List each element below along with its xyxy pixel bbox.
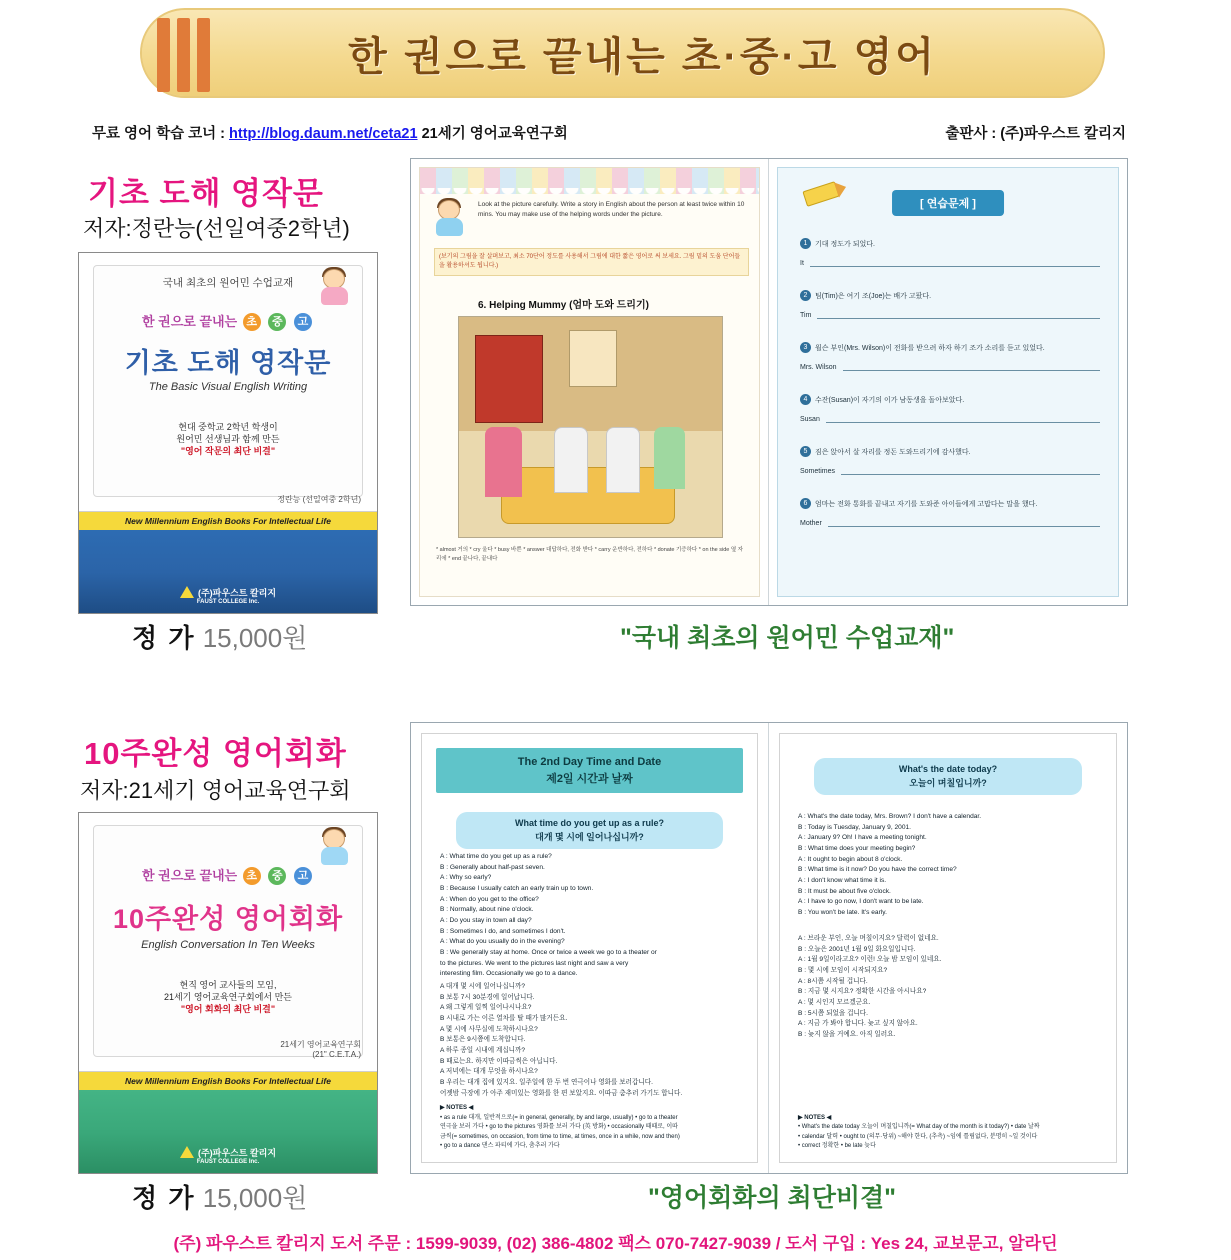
book1-cover-band xyxy=(79,512,377,613)
conversation-notes-left xyxy=(440,1104,743,1152)
lesson-subtitle-ko: 대개 몇 시에 일어나십니까? xyxy=(535,831,644,842)
book1-caption: "국내 최초의 원어민 수업교재" xyxy=(620,624,955,652)
notes-line: 연극을 보러 가다 • go to the pictures 영화를 보러 가다 (英 방화) • occasionally 때때로, 이따 xyxy=(440,1124,678,1131)
dialog-line: 어젯밤 극장에 가 아주 재미있는 영화를 한 편 보았지요. 이따금 춤추러 가기도 합니다. xyxy=(440,1089,683,1097)
book1-heading: 기초 도해 영작문 xyxy=(88,176,324,211)
dialog-line: interesting film. Occasionally we go to a dance. xyxy=(440,970,578,978)
book2-cover-subtitle: English Conversation In Ten Weeks xyxy=(141,939,315,951)
exercise-question-3: 윌슨 부인(Mrs. Wilson)이 전화를 받으려 하자 하기 조가 소리를 듣고 있었다. xyxy=(815,345,1045,352)
info-line xyxy=(0,122,1231,144)
book2-cover-author xyxy=(280,1039,361,1059)
answer-line-6[interactable] xyxy=(828,518,1100,527)
conversation-book-spread xyxy=(410,722,1128,1174)
book1-publisher-name: (주)파우스트 칼리지 xyxy=(197,588,277,598)
book1-cover-series xyxy=(79,311,377,331)
book2-cover-band xyxy=(79,1072,377,1173)
book1-price xyxy=(132,618,307,655)
book1-cover-topline: 국내 최초의 원어민 수업교재 xyxy=(162,277,294,289)
lesson-illustration xyxy=(458,316,723,538)
dialog-line: A : 지금 가 봐야 합니다. 늦고 싶지 않아요. xyxy=(798,1020,918,1028)
dialog-line: A : Why so early? xyxy=(440,874,492,882)
notes-header: ▶ NOTES ◀ xyxy=(798,1114,832,1121)
dialog-line: B 때로는요. 하지만 이따금씩은 아닙니다. xyxy=(440,1057,558,1065)
book1-cover-author: 정란능 (선일여중 2학년) xyxy=(277,495,361,505)
dialog-line: A 몇 시에 사무실에 도착하시나요? xyxy=(440,1025,538,1033)
exercise-item-1: 1 기대 정도가 되었다. It xyxy=(800,238,1100,267)
pencil-icon xyxy=(802,181,839,207)
notes-line: • as a rule 대개, 일반적으로(= in general, generally, by and large, usually) • go to a theater xyxy=(440,1114,678,1121)
book2-cover-yellowbar: New Millennium English Books For Intellectual Life xyxy=(79,1072,377,1090)
date-subtitle-en: What's the date today? xyxy=(898,764,998,774)
decorative-top-border xyxy=(420,168,759,194)
book2-cover-series xyxy=(79,865,377,885)
bubble-go: 고 xyxy=(294,867,312,885)
exercise-title: [ 연습문제 ] xyxy=(892,190,1004,216)
blog-info-suffix: 21세기 영어교육연구회 xyxy=(417,126,568,142)
book2-author: 저자:21세기 영어교육연구회 xyxy=(80,778,351,803)
exercise-question-5: 짐은 앉아서 살 자리를 정돈 도와드리기에 감사했다. xyxy=(815,449,971,456)
dialog-line: A : It ought to begin about 8 o'clock. xyxy=(798,855,903,863)
publisher-info: 출판사 : (주)파우스트 칼리지 xyxy=(945,126,1126,142)
page-title: 한 권으로 끝내는 초·중·고 영어 xyxy=(348,34,937,79)
exercise-answer-label-5: Sometimes xyxy=(800,468,836,475)
conversation-spread-left-page xyxy=(411,723,769,1173)
book2-price-value: 15,000원 xyxy=(202,1183,308,1213)
notes-header: ▶ NOTES ◀ xyxy=(440,1105,474,1112)
book1-cover-yellowbar: New Millennium English Books For Intellectual Life xyxy=(79,512,377,530)
writing-page xyxy=(419,167,760,597)
writing-spread-right-page xyxy=(769,159,1127,605)
book1-cover-top xyxy=(79,253,377,512)
exercise-item-6: 6 엄마는 전화 통화를 끝내고 자기를 도와준 아이들에게 고맙다는 말을 했다. Mother xyxy=(800,498,1100,527)
bubble-jung: 중 xyxy=(268,313,286,331)
bubble-cho: 초 xyxy=(243,313,261,331)
dialog-line: A 대개 몇 시에 일어나십니까? xyxy=(440,983,526,990)
exercise-item-4: 4 수잔(Susan)이 자기의 이가 남동생을 돌아보았다. Susan xyxy=(800,394,1100,423)
dialog-line: B : We generally stay at home. Once or twice a week we go to a theater or xyxy=(440,949,657,957)
bubble-cho: 초 xyxy=(243,867,261,885)
book1-cover-subtitle: The Basic Visual English Writing xyxy=(148,381,308,393)
writing-spread-left-page xyxy=(411,159,769,605)
book1-series-text: 한 권으로 끝내는 xyxy=(141,314,238,329)
dialog-line: B : It must be about five o'clock. xyxy=(798,887,891,895)
answer-line-5[interactable] xyxy=(841,466,1100,475)
book1-tagline-2: 원어민 선생님과 함께 만든 xyxy=(176,434,280,445)
conversation-dialog-ko-right xyxy=(798,934,1102,1041)
dialog-line: B : 늦지 않을 거예요. 아직 일러요. xyxy=(798,1031,896,1039)
dialog-line: A : 몇 시인지 모르겠군요. xyxy=(798,999,871,1007)
conversation-dialog-en-left xyxy=(440,852,743,980)
book1-cover xyxy=(78,252,378,614)
conversation-right-page xyxy=(779,733,1117,1163)
blog-info xyxy=(92,122,568,143)
book2-publisher-sub: FAUST COLLEGE Inc. xyxy=(196,1159,260,1165)
header-banner xyxy=(140,8,1105,98)
lesson-banner-ko: 제2일 시간과 날짜 xyxy=(546,772,633,785)
answer-line-3[interactable] xyxy=(843,362,1100,371)
lesson-banner-en: The 2nd Day Time and Date xyxy=(517,756,662,768)
dialog-line: A : What do you usually do in the evening? xyxy=(440,938,565,946)
conversation-dialog-en-right xyxy=(798,812,1102,919)
kid-illustration-icon xyxy=(315,827,355,867)
conversation-left-page xyxy=(421,733,758,1163)
exercise-page xyxy=(777,167,1119,597)
dialog-line: A : January 9? Oh! I have a meeting tonight. xyxy=(798,834,927,842)
exercise-item-5: 5 짐은 앉아서 살 자리를 정돈 도와드리기에 감사했다. Sometimes xyxy=(800,446,1100,475)
answer-line-2[interactable] xyxy=(817,310,1100,319)
lesson-subtitle-en: What time do you get up as a rule? xyxy=(514,818,664,828)
book2-tagline-red: "영어 회화의 최단 비결" xyxy=(180,1004,276,1015)
conversation-spread-right-page xyxy=(769,723,1127,1173)
writing-lesson-title: 6. Helping Mummy (엄마 도와 드리기) xyxy=(478,300,649,311)
writing-word-help: * almost 거의 * cry 울다 * busy 바쁜 * answer 대답하다, 전화 받다 * carry 운반하다, 전하다 * donate 기증하다 * on the side 옆 자리에 * end 끝나다, 끝내다 xyxy=(436,547,743,562)
dialog-line: A 왜 그렇게 일찍 일어나시나요? xyxy=(440,1004,532,1012)
dialog-line: A : What's the date today, Mrs. Brown? I don't have a calendar. xyxy=(798,813,982,820)
book2-author-sub: (21" C.E.T.A.) xyxy=(312,1050,361,1060)
dialog-line: A : 브라운 부인, 오늘 며칠이지요? 달력이 없네요. xyxy=(798,935,939,942)
book1-cover-publisher xyxy=(79,586,377,605)
dialog-line: B : 5시쯤 되었을 겁니다. xyxy=(798,1009,869,1017)
book2-tagline-2: 21세기 영어교육연구회에서 만든 xyxy=(163,992,293,1003)
book2-price-label: 정 가 xyxy=(132,1183,196,1213)
exercise-answer-label-2: Tim xyxy=(800,312,812,319)
notes-line: • What's the date today 오늘이 며칠입니까(= What day of the month is it today?) • date 날짜 xyxy=(798,1124,1040,1131)
dialog-line: B 보통은 9시쯤에 도착합니다. xyxy=(440,1036,526,1044)
notes-line: • correct 정확한 • be late 늦다 xyxy=(798,1143,876,1150)
book2-cover-top xyxy=(79,813,377,1072)
writing-instruction-en: Look at the picture carefully. Write a story in English about the person at least twice within 10 mins. You may make use of the helping words under the picture. xyxy=(478,201,745,218)
book1-publisher-sub: FAUST COLLEGE Inc. xyxy=(196,599,260,605)
book2-series-text: 한 권으로 끝내는 xyxy=(141,868,238,883)
dialog-line: B : Because I usually catch an early train up to town. xyxy=(440,885,594,893)
exercise-question-1: 기대 정도가 되었다. xyxy=(815,241,875,248)
book1-tagline-1: 현대 중학교 2학년 학생이 xyxy=(178,422,278,432)
exercise-answer-label-1: It xyxy=(800,260,804,267)
exercise-answer-label-3: Mrs. Wilson xyxy=(800,364,837,371)
book2-cover-publisher xyxy=(79,1146,377,1165)
dialog-line: A : I have to go now, I don't want to be late. xyxy=(798,898,924,906)
blog-link[interactable]: http://blog.daum.net/ceta21 xyxy=(229,126,418,142)
notes-line: • go to a dance 댄스 파티에 가다, 춤추러 가다 xyxy=(440,1143,560,1150)
lesson-subtitle xyxy=(456,812,723,849)
kid-illustration-icon xyxy=(315,267,355,307)
dialog-line: B : 지금 몇 시지요? 정확한 시간을 아시나요? xyxy=(798,988,927,996)
dialog-line: B : Today is Tuesday, January 9, 2001. xyxy=(798,823,912,831)
book2-cover-title: 10주완성 영어회화 xyxy=(112,904,344,934)
dialog-line: A 저녁에는 대개 무엇을 하시나요? xyxy=(440,1068,538,1076)
dialog-line: B : Normally, about nine o'clock. xyxy=(440,906,534,914)
book1-tagline-red: "영어 작문의 최단 비결" xyxy=(180,446,276,457)
notes-line: • calendar 달력 • ought to (의무·당위) ~해야 한다, (추측) ~임에 틀림없다, 분명히 ~일 것이다 xyxy=(798,1133,1038,1140)
book2-publisher-name: (주)파우스트 칼리지 xyxy=(197,1148,277,1158)
book1-price-label: 정 가 xyxy=(132,623,196,653)
dialog-line: A : I don't know what time it is. xyxy=(798,877,887,885)
answer-line-1[interactable] xyxy=(810,258,1100,267)
footer-order-info: (주) 파우스트 칼리지 도서 주문 : 1599-9039, (02) 386-4802 팩스 070-7427-9039 / 도서 구입 : Yes 24, 교보문고, 알라딘 xyxy=(173,1234,1058,1253)
dialog-line: B : Generally about half-past seven. xyxy=(440,863,545,871)
writing-instruction-ko: (보기의 그림을 잘 살펴보고, 최소 70단어 정도를 사용해서 그림에 대한 짧은 영어로 써 보세요. 그림 밑의 도움 단어들을 활용하셔도 됩니다.) xyxy=(434,248,749,276)
faust-logo-icon xyxy=(180,586,194,598)
dialog-line: A : When do you get to the office? xyxy=(440,895,539,903)
dialog-line: A 하루 종일 시내에 계십니까? xyxy=(440,1047,526,1055)
dialog-line: B : 오늘은 2001년 1월 9일 화요일입니다. xyxy=(798,945,916,953)
bubble-go: 고 xyxy=(294,313,312,331)
dialog-line: A : Do you stay in town all day? xyxy=(440,917,532,925)
student-illustration-icon xyxy=(430,198,470,238)
book2-heading: 10주완성 영어회화 xyxy=(84,736,347,771)
exercise-answer-label-4: Susan xyxy=(800,416,820,423)
book1-price-value: 15,000원 xyxy=(202,623,308,653)
dialog-line: B : 몇 시에 모임이 시작되지요? xyxy=(798,967,888,975)
book2-tagline-1: 현직 영어 교사들의 모임, xyxy=(179,980,277,990)
dialog-line: to the pictures. We went to the pictures last night and saw a very xyxy=(440,959,629,967)
conversation-dialog-ko-left xyxy=(440,982,743,1099)
answer-line-4[interactable] xyxy=(826,414,1100,423)
notes-line: 금씩(= sometimes, on occasion, from time to time, at times, once in a while, now and then) xyxy=(440,1133,680,1140)
dialog-line: B 보통 7시 30분경에 일어납니다. xyxy=(440,993,535,1001)
exercise-item-2: 2 팀(Tim)은 여기 조(Joe)는 배가 고팠다. Tim xyxy=(800,290,1100,319)
dialog-line: B : What time does your meeting begin? xyxy=(798,845,916,853)
book2-author-name: 21세기 영어교육연구회 xyxy=(280,1040,361,1050)
dialog-line: B 시내로 가는 이른 열차를 탈 때가 많거든요. xyxy=(440,1015,568,1023)
book1-author: 저자:정란능(선일여중2학년) xyxy=(83,216,350,241)
writing-book-spread xyxy=(410,158,1128,606)
exercise-question-4: 수잔(Susan)이 자기의 이가 남동생을 돌아보았다. xyxy=(815,397,965,404)
exercise-question-2: 팀(Tim)은 여기 조(Joe)는 배가 고팠다. xyxy=(815,293,932,300)
dialog-line: B : You won't be late. It's early. xyxy=(798,909,887,917)
exercise-answer-label-6: Mother xyxy=(800,520,822,527)
date-subtitle-ko: 오늘이 며칠입니까? xyxy=(909,777,987,788)
dialog-line: A : What time do you get up as a rule? xyxy=(440,853,552,860)
dialog-line: A : 1월 9일이라고요? 이런! 오늘 밤 모임이 있네요. xyxy=(798,956,942,964)
date-subtitle xyxy=(814,758,1082,795)
dialog-line: B : Sometimes I do, and sometimes I don't. xyxy=(440,927,566,935)
lesson-banner xyxy=(436,748,743,793)
exercise-item-3: 3 윌슨 부인(Mrs. Wilson)이 전화를 받으려 하자 하기 조가 소리를 듣고 있었다. Mrs. Wilson xyxy=(800,342,1100,371)
exercise-question-6: 엄마는 전화 통화를 끝내고 자기를 도와준 아이들에게 고맙다는 말을 했다. xyxy=(815,501,1038,508)
dialog-line: A : 8시쯤 시작될 겁니다. xyxy=(798,977,868,985)
blog-info-prefix: 무료 영어 학습 코너 : xyxy=(92,126,230,142)
book2-cover xyxy=(78,812,378,1174)
bubble-jung: 중 xyxy=(268,867,286,885)
book2-price xyxy=(132,1178,307,1215)
faust-logo-icon xyxy=(180,1146,194,1158)
dialog-line: B : What time is it now? Do you have the correct time? xyxy=(798,866,957,874)
conversation-notes-right xyxy=(798,1114,1102,1152)
book2-caption: "영어회화의 최단비결" xyxy=(648,1184,897,1212)
book1-cover-title: 기초 도해 영작문 xyxy=(124,348,332,378)
dialog-line: B 우리는 대개 집에 있지요. 일주일에 한 두 번 연극이나 영화를 보러갑니다. xyxy=(440,1079,653,1087)
